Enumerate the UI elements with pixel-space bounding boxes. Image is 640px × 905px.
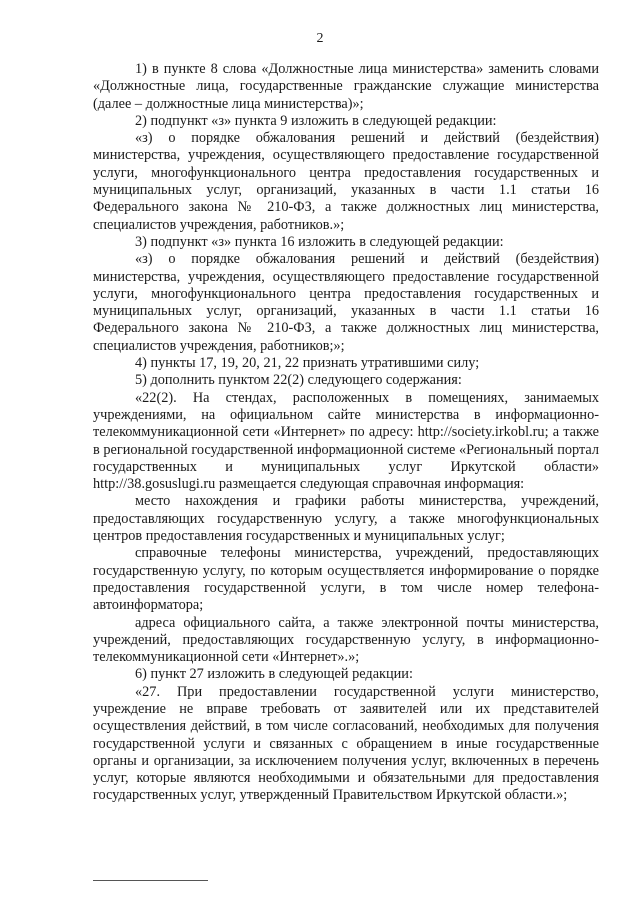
paragraph-item-1: 1) в пункте 8 слова «Должностные лица министерства» заменить словами «Должностные лица, государственные гражданские служащие министерства (далее – должностные лица министерства)»;	[93, 61, 599, 112]
paragraph-item-5: 5) дополнить пунктом 22(2) следующего содержания:	[135, 372, 462, 389]
paragraph-item-3: 3) подпункт «з» пункта 16 изложить в следующей редакции:	[135, 233, 504, 250]
quoted-subclause-z-16: «з) о порядке обжалования решений и действий (бездействия) министерства, учреждения, осуществляющего предоставление государственной услуги, многофункционального центра предоставления государственных и муниципальных услуг, организаций, указанных в части 1.1 статьи 16 Федерального закона № 210-ФЗ, а также должностных лиц министерства, специалистов учреждения, работников;»;	[93, 251, 599, 354]
quoted-subclause-z-9: «з) о порядке обжалования решений и действий (бездействия) министерства, учреждения, осуществляющего предоставление государственной услуги, многофункционального центра предоставления государственных и муниципальных услуг, организаций, указанных в части 1.1 статьи 16 Федерального закона № 210-ФЗ, а также должностных лиц министерства, специалистов учреждения, работников.»;	[93, 130, 599, 233]
document-body	[93, 61, 599, 805]
page-number: 2	[316, 31, 324, 46]
info-phones-paragraph: справочные телефоны министерства, учреждений, предоставляющих государственную услугу, по которым осуществляется информирование о порядке предоставления государственной услуги, в том числе номер телефона-автоинформатора;	[93, 545, 599, 614]
footer-rule	[93, 880, 208, 881]
quoted-clause-27: «27. При предоставлении государственной услуги министерство, учреждение не вправе требовать от заявителей или их представителей осуществления действий, в том числе согласований, необходимых для получения государственной услуги и связанных с обращением в иные государственные органы и организации, за исключением получения услуг, включенных в перечень услуг, которые являются необходимыми и обязательными для предоставления государственных услуг, утвержденный Правительством Иркутской области.»;	[93, 683, 599, 804]
paragraph-item-4: 4) пункты 17, 19, 20, 21, 22 признать утратившими силу;	[135, 355, 480, 372]
paragraph-item-2: 2) подпункт «з» пункта 9 изложить в следующей редакции:	[135, 112, 497, 129]
quoted-clause-22-2: «22(2). На стендах, расположенных в помещениях, занимаемых учреждениями, на официальном сайте министерства в информационно-телекоммуникационной сети «Интернет» по адресу: http://society.irkobl.ru; а также в региональной государственной информационной системе «Региональный портал государственных и муниципальных услуг Иркутской области» http://38.gosuslugi.ru размещается следующая справочная информация:	[93, 389, 599, 493]
info-location-paragraph: место нахождения и графики работы министерства, учреждений, предоставляющих государственную услугу, а также многофункциональных центров предоставления государственных и муниципальных услуг;	[93, 493, 599, 545]
paragraph-item-6: 6) пункт 27 изложить в следующей редакции:	[135, 666, 413, 683]
info-addresses-paragraph: адреса официального сайта, а также электронной почты министерства, учреждений, предоставляющих государственную услугу, в информационно-телекоммуникационной сети «Интернет».»;	[93, 614, 599, 666]
